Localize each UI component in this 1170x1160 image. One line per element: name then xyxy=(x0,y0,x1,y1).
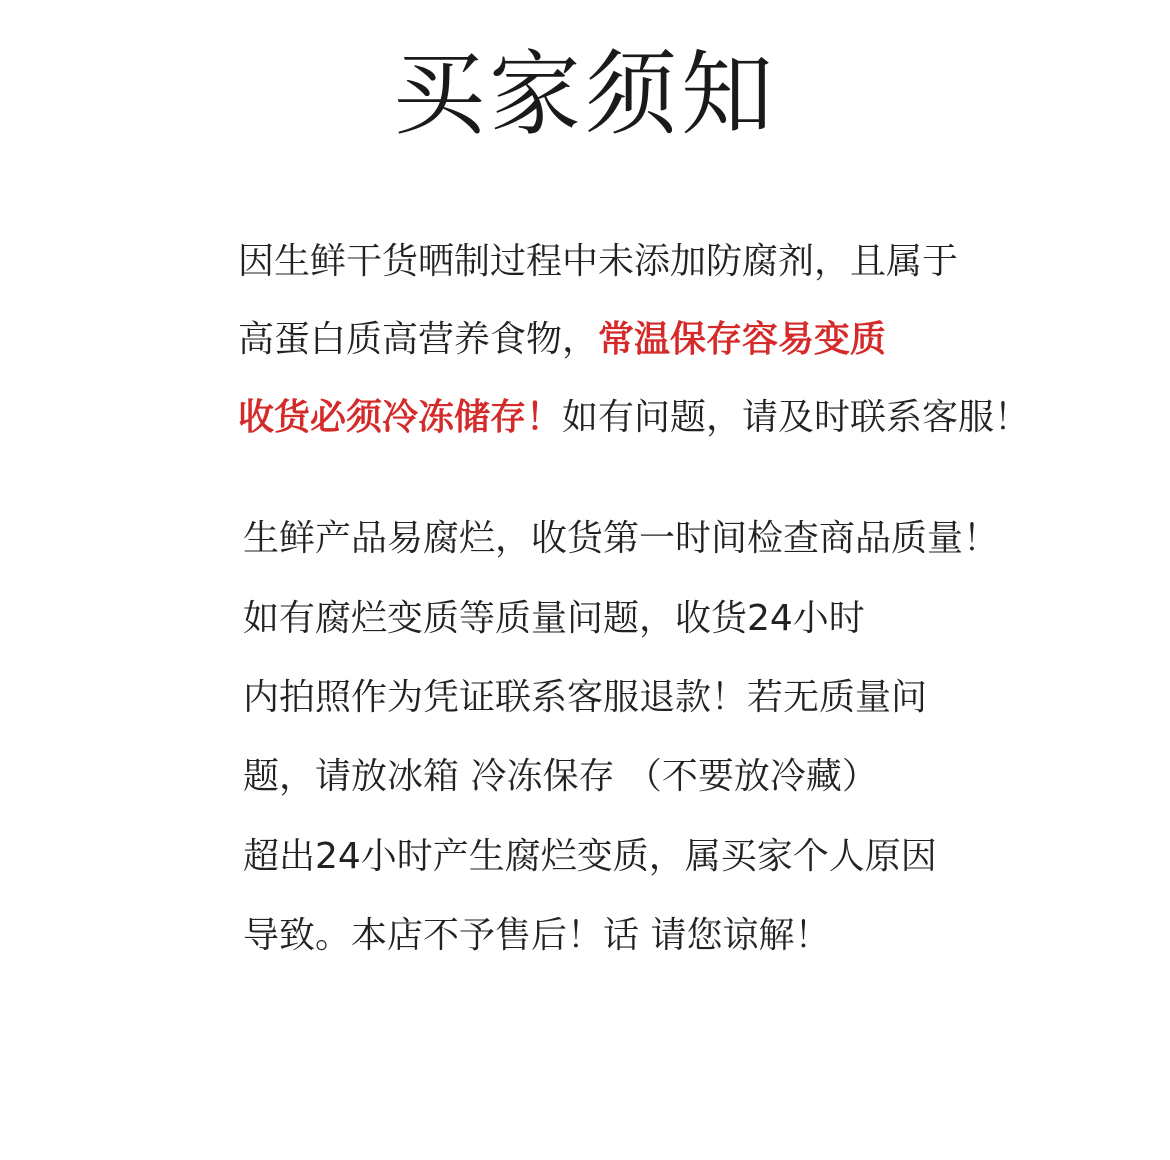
notice-line xyxy=(238,396,1030,440)
notice-line xyxy=(238,240,958,284)
page-title: 买家须知 xyxy=(392,41,777,148)
warning-text: 常温保存容易变质 xyxy=(598,319,887,360)
policy-line: 超出24小时产生腐烂变质，属买家个人原因 xyxy=(243,836,937,877)
policy-line: 题，请放冰箱 冷冻保存 （不要放冷藏） xyxy=(243,756,878,797)
policy-line: 内拍照作为凭证联系客服退款！若无质量问 xyxy=(243,677,928,718)
notice-line xyxy=(238,318,886,362)
policy-line: 如有腐烂变质等质量问题，收货24小时 xyxy=(243,598,865,639)
notice-text: 高蛋白质高营养食物， xyxy=(238,319,599,360)
notice-text: 如有问题，请及时联系客服！ xyxy=(562,397,1031,438)
policy-line: 导致。本店不予售后！话 请您谅解！ xyxy=(243,915,831,956)
policy-line: 生鲜产品易腐烂，收货第一时间检查商品质量！ xyxy=(243,518,1000,559)
notice-text: 因生鲜干货晒制过程中未添加防腐剂，且属于 xyxy=(238,241,959,282)
warning-text: 收货必须冷冻储存！ xyxy=(238,397,563,438)
